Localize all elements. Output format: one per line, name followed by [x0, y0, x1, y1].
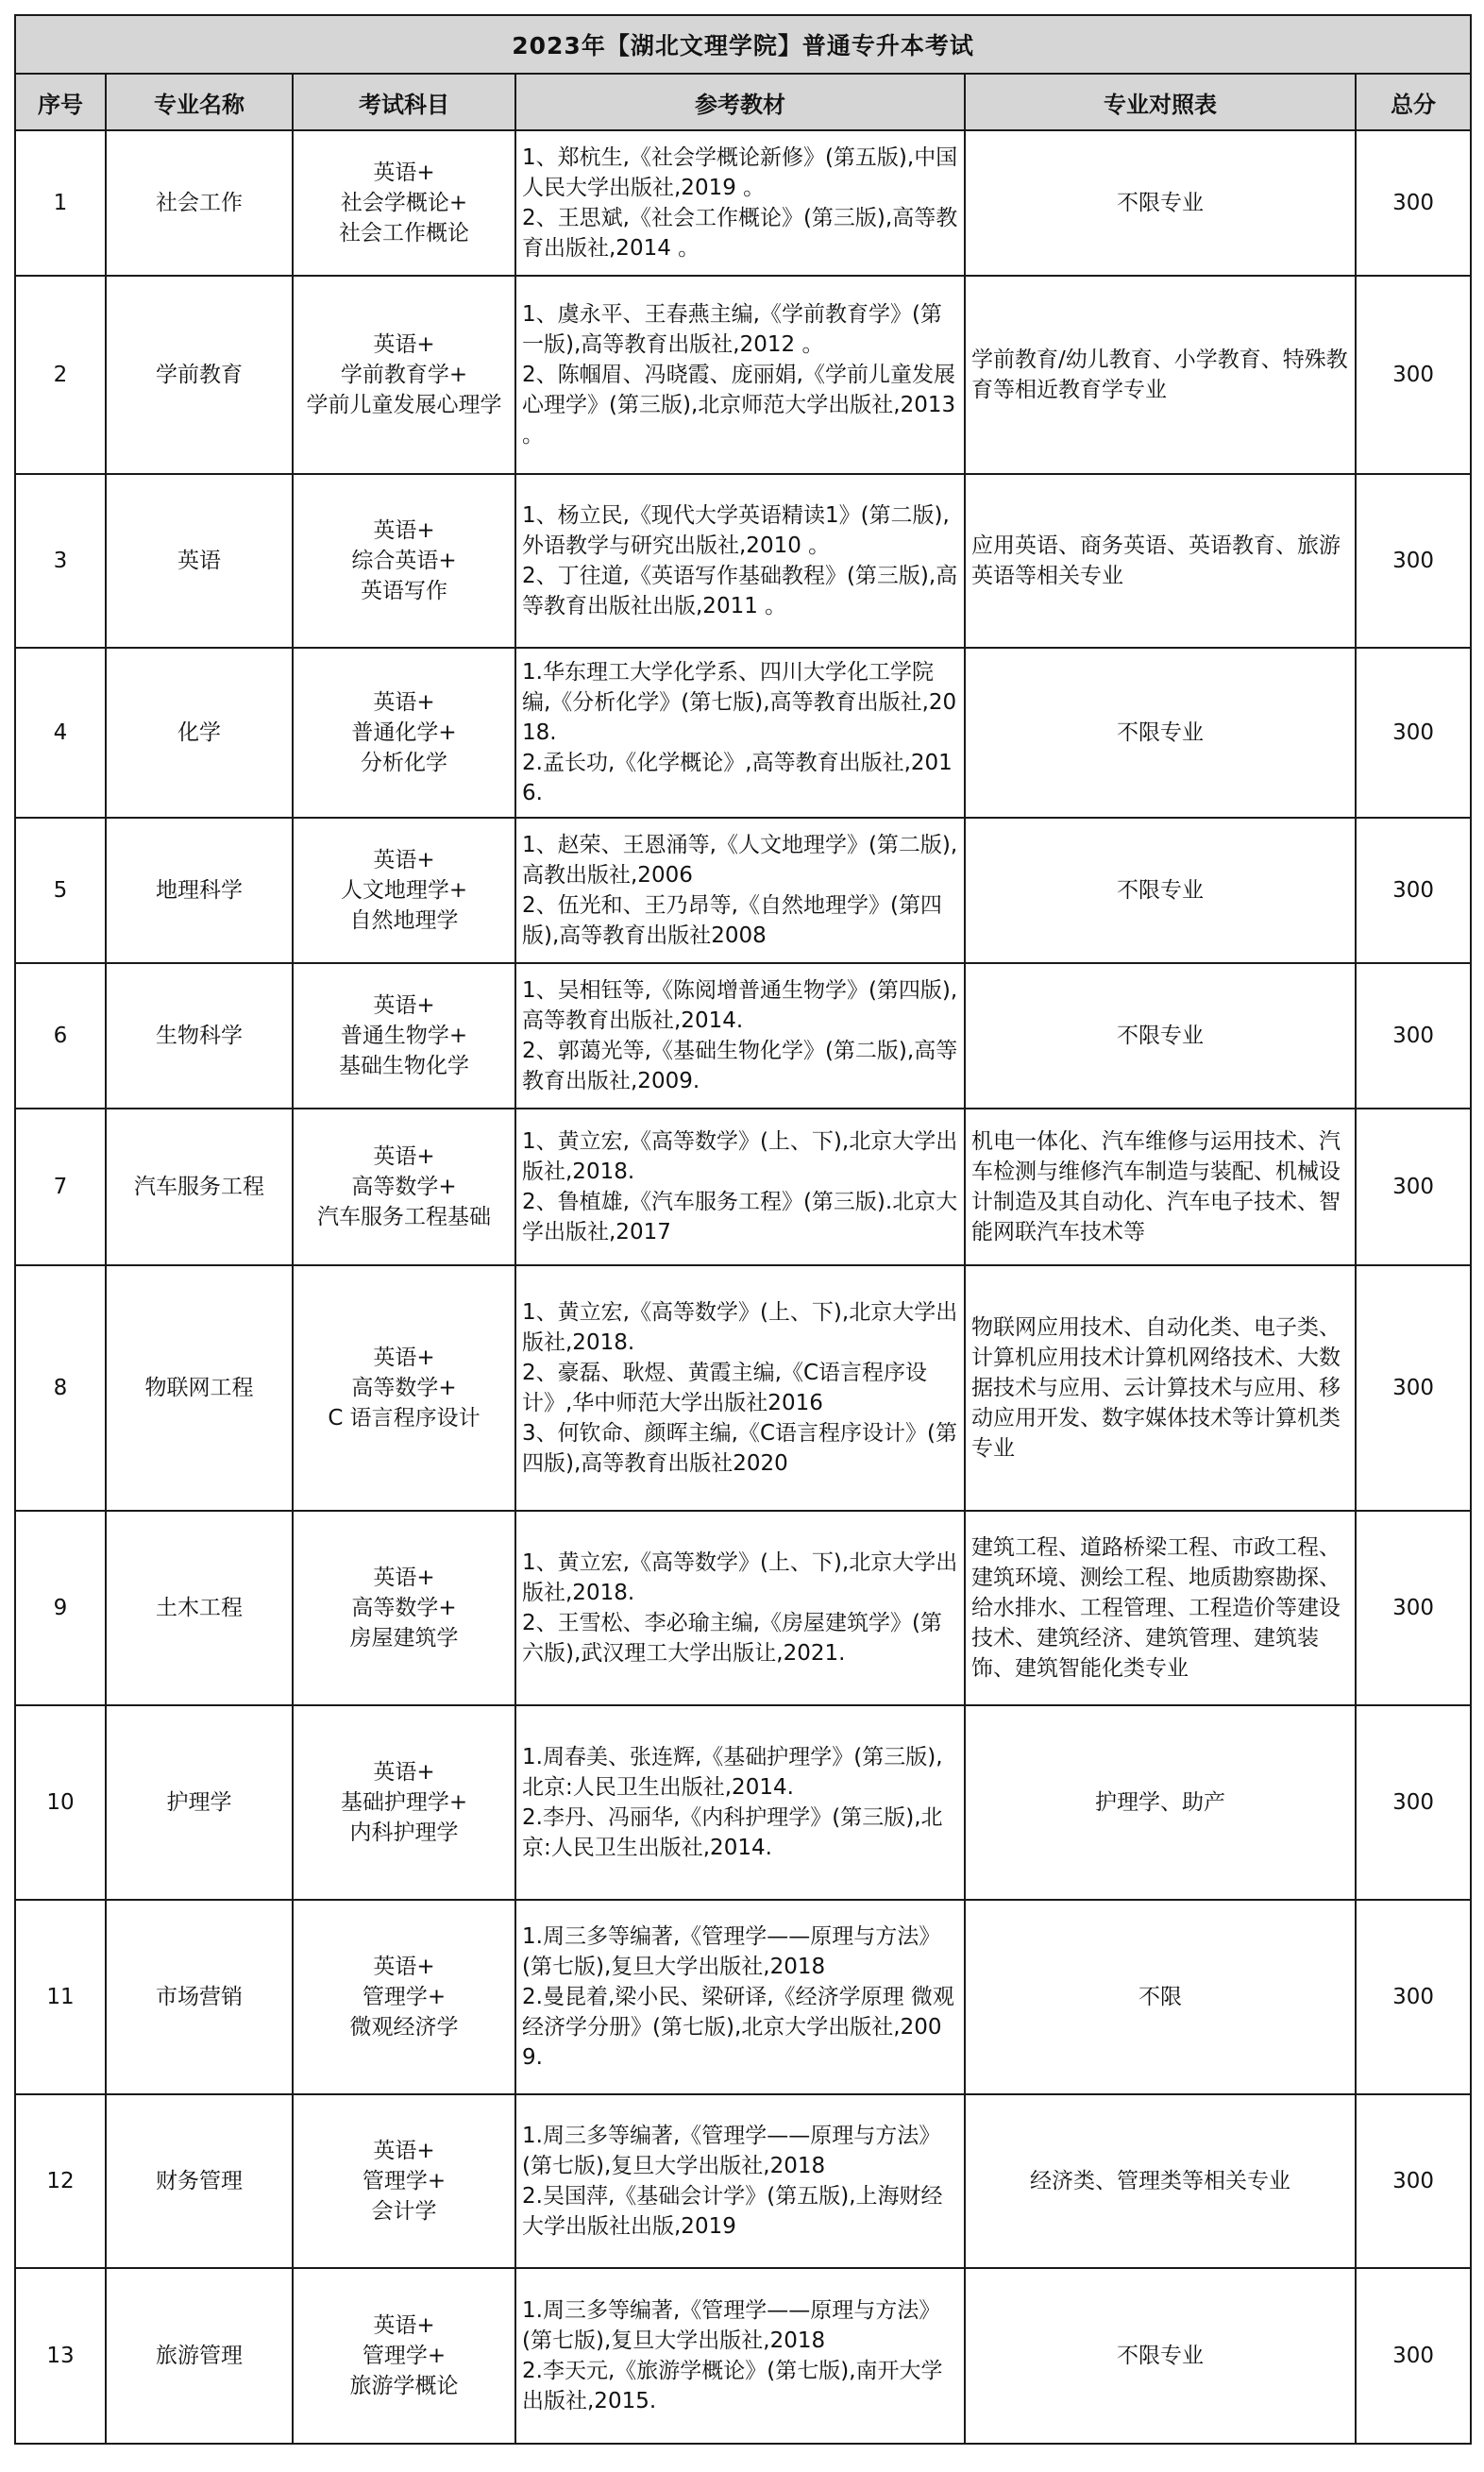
cell-books: 1、吴相钰等,《陈阅增普通生物学》(第四版),高等教育出版社,2014. 2、郭蔼光等,《基础生物化学》(第二版),高等教育出版社,2009.: [515, 963, 965, 1109]
cell-total: 300: [1356, 276, 1471, 474]
table-row: [15, 648, 1471, 818]
cell-total: 300: [1356, 1511, 1471, 1705]
cell-books: 1、黄立宏,《高等数学》(上、下),北京大学出版社,2018. 2、鲁植雄,《汽车服务工程》(第三版).北京大学出版社,2017: [515, 1109, 965, 1265]
cell-major: 生物科学: [106, 963, 293, 1109]
table-row: [15, 1705, 1471, 1900]
cell-major: 财务管理: [106, 2094, 293, 2268]
table-row: [15, 1265, 1471, 1511]
cell-books: 1、赵荣、王恩涌等,《人文地理学》(第二版),高教出版社,2006 2、伍光和、王乃昂等,《自然地理学》(第四版),高等教育出版社2008: [515, 818, 965, 963]
cell-subjects: 英语+ 学前教育学+ 学前儿童发展心理学: [293, 276, 515, 474]
cell-requirements: 机电一体化、汽车维修与运用技术、汽车检测与维修汽车制造与装配、机械设计制造及其自动化、汽车电子技术、智能网联汽车技术等: [965, 1109, 1356, 1265]
header-requirements: 专业对照表: [965, 74, 1356, 130]
table-body: [15, 130, 1471, 2444]
cell-total: 300: [1356, 1900, 1471, 2094]
exam-sheet: [14, 14, 1470, 2445]
cell-books: 1.周三多等编著,《管理学——原理与方法》(第七版),复旦大学出版社,2018 2.曼昆着,梁小民、梁研译,《经济学原理 微观经济学分册》(第七版),北京大学出版社,2009.: [515, 1900, 965, 2094]
exam-table: [14, 14, 1472, 2445]
cell-requirements: 学前教育/幼儿教育、小学教育、特殊教育等相近教育学专业: [965, 276, 1356, 474]
cell-requirements: 经济类、管理类等相关专业: [965, 2094, 1356, 2268]
cell-subjects: 英语+ 高等数学+ 房屋建筑学: [293, 1511, 515, 1705]
cell-total: 300: [1356, 1109, 1471, 1265]
cell-no: 8: [15, 1265, 106, 1511]
cell-total: 300: [1356, 2268, 1471, 2444]
cell-requirements: 护理学、助产: [965, 1705, 1356, 1900]
cell-requirements: 不限专业: [965, 130, 1356, 276]
cell-major: 护理学: [106, 1705, 293, 1900]
cell-requirements: 不限专业: [965, 963, 1356, 1109]
cell-subjects: 英语+ 基础护理学+ 内科护理学: [293, 1705, 515, 1900]
table-row: [15, 474, 1471, 648]
cell-subjects: 英语+ 社会学概论+ 社会工作概论: [293, 130, 515, 276]
table-row: [15, 1900, 1471, 2094]
cell-major: 社会工作: [106, 130, 293, 276]
cell-major: 物联网工程: [106, 1265, 293, 1511]
table-row: [15, 276, 1471, 474]
cell-total: 300: [1356, 474, 1471, 648]
cell-subjects: 英语+ 管理学+ 微观经济学: [293, 1900, 515, 2094]
cell-no: 4: [15, 648, 106, 818]
cell-requirements: 不限专业: [965, 818, 1356, 963]
cell-books: 1、黄立宏,《高等数学》(上、下),北京大学出版社,2018. 2、豪磊、耿煜、黄霞主编,《C语言程序设计》,华中师范大学出版社2016 3、何钦命、颜晖主编,《C语言程序设计》(第四版),高等教育出版社2020: [515, 1265, 965, 1511]
cell-no: 1: [15, 130, 106, 276]
cell-no: 7: [15, 1109, 106, 1265]
cell-subjects: 英语+ 普通生物学+ 基础生物化学: [293, 963, 515, 1109]
cell-books: 1.周三多等编著,《管理学——原理与方法》(第七版),复旦大学出版社,2018 2.吴国萍,《基础会计学》(第五版),上海财经大学出版社出版,2019: [515, 2094, 965, 2268]
header-row: [15, 74, 1471, 130]
cell-no: 13: [15, 2268, 106, 2444]
cell-no: 5: [15, 818, 106, 963]
cell-books: 1、杨立民,《现代大学英语精读1》(第二版),外语教学与研究出版社,2010 。 2、丁往道,《英语写作基础教程》(第三版),高等教育出版社出版,2011 。: [515, 474, 965, 648]
cell-major: 旅游管理: [106, 2268, 293, 2444]
cell-total: 300: [1356, 130, 1471, 276]
cell-major: 土木工程: [106, 1511, 293, 1705]
cell-subjects: 英语+ 管理学+ 会计学: [293, 2094, 515, 2268]
header-total: 总分: [1356, 74, 1471, 130]
table-row: [15, 818, 1471, 963]
cell-books: 1、虞永平、王春燕主编,《学前教育学》(第一版),高等教育出版社,2012 。 2、陈帼眉、冯晓霞、庞丽娟,《学前儿童发展心理学》(第三版),北京师范大学出版社,2013 。: [515, 276, 965, 474]
cell-no: 9: [15, 1511, 106, 1705]
cell-major: 英语: [106, 474, 293, 648]
cell-books: 1.周春美、张连辉,《基础护理学》(第三版),北京:人民卫生出版社,2014. 2.李丹、冯丽华,《内科护理学》(第三版),北京:人民卫生出版社,2014.: [515, 1705, 965, 1900]
header-no: 序号: [15, 74, 106, 130]
cell-requirements: 应用英语、商务英语、英语教育、旅游英语等相关专业: [965, 474, 1356, 648]
cell-subjects: 英语+ 综合英语+ 英语写作: [293, 474, 515, 648]
table-row: [15, 130, 1471, 276]
cell-subjects: 英语+ 高等数学+ 汽车服务工程基础: [293, 1109, 515, 1265]
cell-no: 11: [15, 1900, 106, 2094]
header-major: 专业名称: [106, 74, 293, 130]
cell-total: 300: [1356, 818, 1471, 963]
cell-requirements: 不限专业: [965, 648, 1356, 818]
cell-no: 10: [15, 1705, 106, 1900]
cell-subjects: 英语+ 普通化学+ 分析化学: [293, 648, 515, 818]
cell-major: 地理科学: [106, 818, 293, 963]
header-subjects: 考试科目: [293, 74, 515, 130]
page-title: 2023年【湖北文理学院】普通专升本考试: [15, 15, 1471, 74]
table-row: [15, 963, 1471, 1109]
cell-major: 化学: [106, 648, 293, 818]
cell-books: 1、黄立宏,《高等数学》(上、下),北京大学出版社,2018. 2、王雪松、李必瑜主编,《房屋建筑学》(第六版),武汉理工大学出版让,2021.: [515, 1511, 965, 1705]
cell-total: 300: [1356, 2094, 1471, 2268]
cell-subjects: 英语+ 管理学+ 旅游学概论: [293, 2268, 515, 2444]
cell-major: 市场营销: [106, 1900, 293, 2094]
cell-subjects: 英语+ 人文地理学+ 自然地理学: [293, 818, 515, 963]
table-row: [15, 1511, 1471, 1705]
table-row: [15, 1109, 1471, 1265]
table-row: [15, 2094, 1471, 2268]
cell-books: 1.周三多等编著,《管理学——原理与方法》(第七版),复旦大学出版社,2018 2.李天元,《旅游学概论》(第七版),南开大学出版社,2015.: [515, 2268, 965, 2444]
cell-no: 12: [15, 2094, 106, 2268]
cell-requirements: 不限专业: [965, 2268, 1356, 2444]
cell-books: 1、郑杭生,《社会学概论新修》(第五版),中国人民大学出版社,2019 。 2、王思斌,《社会工作概论》(第三版),高等教育出版社,2014 。: [515, 130, 965, 276]
cell-total: 300: [1356, 1705, 1471, 1900]
cell-no: 6: [15, 963, 106, 1109]
cell-major: 学前教育: [106, 276, 293, 474]
cell-requirements: 物联网应用技术、自动化类、电子类、计算机应用技术计算机网络技术、大数据技术与应用、云计算技术与应用、移动应用开发、数字媒体技术等计算机类专业: [965, 1265, 1356, 1511]
cell-total: 300: [1356, 1265, 1471, 1511]
cell-total: 300: [1356, 648, 1471, 818]
cell-subjects: 英语+ 高等数学+ C 语言程序设计: [293, 1265, 515, 1511]
title-row: [15, 15, 1471, 74]
cell-major: 汽车服务工程: [106, 1109, 293, 1265]
cell-no: 3: [15, 474, 106, 648]
header-books: 参考教材: [515, 74, 965, 130]
cell-total: 300: [1356, 963, 1471, 1109]
cell-no: 2: [15, 276, 106, 474]
cell-requirements: 建筑工程、道路桥梁工程、市政工程、建筑环境、测绘工程、地质勘察勘探、给水排水、工程管理、工程造价等建设技术、建筑经济、建筑管理、建筑装饰、建筑智能化类专业: [965, 1511, 1356, 1705]
table-row: [15, 2268, 1471, 2444]
cell-books: 1.华东理工大学化学系、四川大学化工学院编,《分析化学》(第七版),高等教育出版社,2018. 2.孟长功,《化学概论》,高等教育出版社,2016.: [515, 648, 965, 818]
cell-requirements: 不限: [965, 1900, 1356, 2094]
